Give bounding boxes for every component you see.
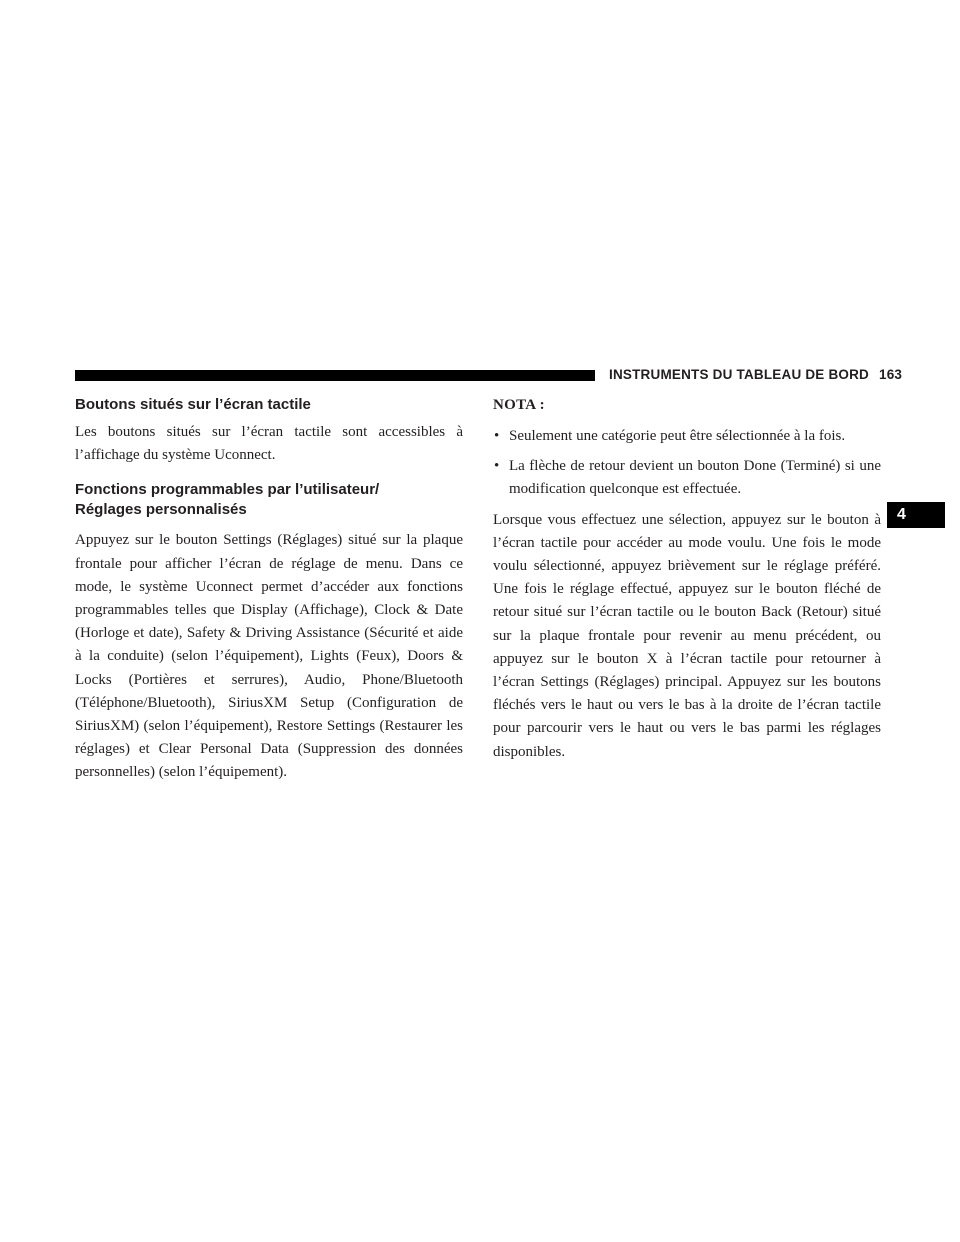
paragraph-settings: Appuyez sur le bouton Settings (Réglages) situé sur la plaque frontale pour afficher l’écran de réglage de menu. Dans ce mode, le système Uconnect permet d’accéder aux fonctions programmables telles que Display (Affichage), Clock & Date (Horloge et date), Safety & Driving Assistance (Sécurité et aide à la conduite) (selon l’équipement), Lights (Feux), Doors & Locks (Portières et serrures), Audio, Phone/Bluetooth (Téléphone/Bluetooth), SiriusXM Setup (Configuration de SiriusXM) (selon l’équipement), Restore Settings (Restaurer les réglages) et Clear Personal Data (Suppression des données personnelles) (selon l’équipement). xyxy=(75,532,463,781)
list-item-text: Seulement une catégorie peut être sélectionnée à la fois. xyxy=(509,428,846,444)
paragraph-touchscreen-buttons: Les boutons situés sur l’écran tactile sont accessibles à l’affichage du système Uconnect. xyxy=(75,424,463,464)
list-item xyxy=(493,425,881,448)
note-label: NOTA : xyxy=(493,397,545,413)
section-title: INSTRUMENTS DU TABLEAU DE BORD xyxy=(609,367,869,382)
list-item xyxy=(493,455,881,501)
right-column xyxy=(493,392,881,764)
bullet-icon: • xyxy=(494,458,500,475)
paragraph-selection: Lorsque vous effectuez une sélection, appuyez sur le bouton à l’écran tactile pour accéder au mode voulu. Une fois le mode voulu sélectionné, appuyez brièvement sur le réglage préféré. Une fois le réglage effectué, appuyez sur le bouton fléché de retour situé sur l’écran tactile ou le bouton Back (Retour) situé sur la plaque frontale pour revenir au menu précédent, ou appuyez sur le bouton X à l’écran tactile pour retourner à l’écran Settings (Réglages) principal. Appuyez sur les boutons fléchés vers le haut ou vers le bas à la droite de l’écran tactile pour parcourir vers le haut ou vers le bas parmi les réglages disponibles. xyxy=(493,511,881,760)
page-number: 163 xyxy=(879,367,903,382)
left-column xyxy=(75,392,463,785)
header-rule xyxy=(75,370,595,381)
heading-touchscreen-buttons: Boutons situés sur l’écran tactile xyxy=(75,396,311,413)
note-list xyxy=(493,425,881,502)
list-item-text: La flèche de retour devient un bouton Done (Terminé) si une modification quelconque est effectuée. xyxy=(509,458,881,498)
heading-programmable-features xyxy=(75,480,463,520)
bullet-icon: • xyxy=(494,428,500,444)
heading-line-2: Réglages personnalisés xyxy=(75,501,247,519)
running-header xyxy=(609,367,902,382)
heading-line-1: Fonctions programmables par l’utilisateur/ xyxy=(75,481,380,499)
chapter-tab: 4 xyxy=(887,502,945,528)
